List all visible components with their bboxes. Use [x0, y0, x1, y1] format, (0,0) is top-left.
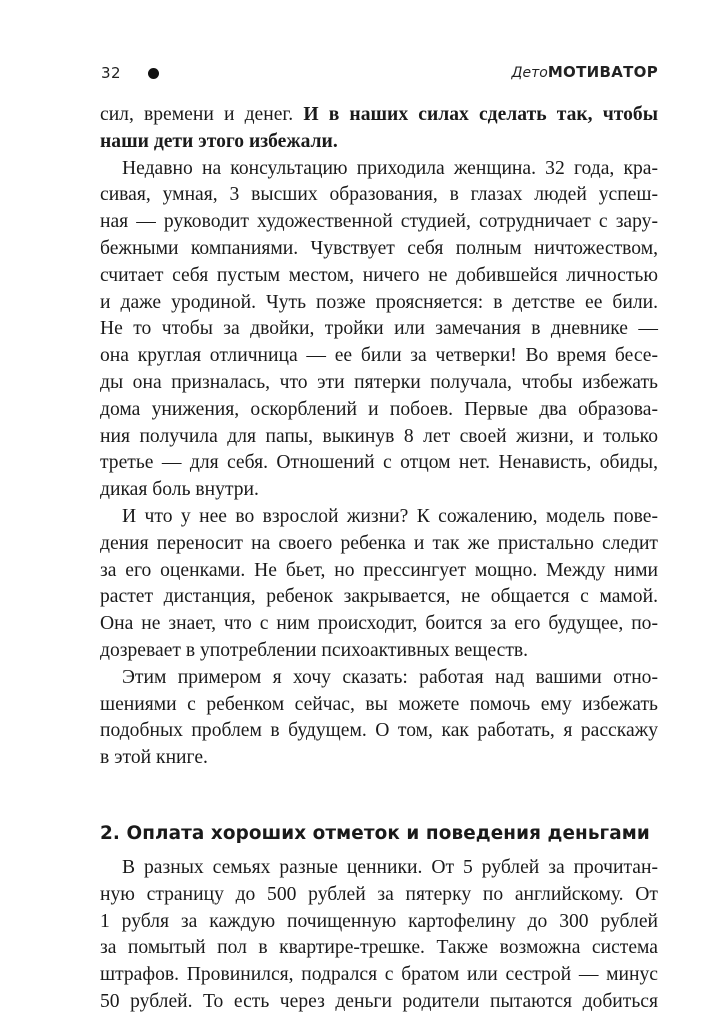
book-title: [512, 63, 658, 81]
page-number: 32: [101, 64, 122, 82]
paragraph-consultation-story: [100, 156, 658, 504]
text-line: шениями с ребенком сейчас, вы можете помочь ему избежать: [100, 693, 658, 715]
text-line: дения переносит на своего ребенка и так же пристально следит: [100, 532, 658, 554]
text-line: подобных проблем в будущем. О том, как работать, я расскажу: [100, 720, 658, 742]
text-line: Недавно на консультацию приходила женщина. 32 года, кра-: [122, 157, 658, 179]
text-line: сил, времени и денег. И в наших силах сделать так, чтобы: [100, 104, 659, 125]
paragraph-adult-life: [100, 504, 658, 665]
book-title-prefix: Дето: [511, 65, 548, 81]
book-page: [100, 62, 658, 1016]
text-line: В разных семьях разные ценники. От 5 рублей за прочитан-: [122, 856, 658, 878]
text-line: ды она призналась, что эти пятерки получала, чтобы избежать: [100, 371, 658, 393]
text-line: ния получила для папы, выкинув 8 лет своей жизни, и только: [100, 425, 658, 447]
text-line: за его оценками. Не бьет, но прессингует мощно. Между ними: [100, 559, 658, 581]
text-line: дозревает в употреблении психоактивных веществ.: [100, 639, 529, 661]
text-line: в этой книге.: [100, 747, 208, 769]
text-line: ную страницу до 500 рублей за пятерку по английскому. От: [100, 883, 658, 905]
bullet-icon: [148, 68, 159, 79]
text-line: и даже уродиной. Чуть позже проясняется: в детстве ее били.: [100, 291, 658, 313]
text-line: штрафов. Провинился, подрался с братом или сестрой — минус: [100, 964, 658, 986]
text-line: Не то чтобы за двойки, тройки или замечания в дневнике —: [100, 318, 658, 340]
paragraph-conclusion: [100, 665, 658, 772]
text-line: сивая, умная, 3 высших образования, в глазах людей успеш-: [100, 184, 658, 206]
text-line: третье — для себя. Отношений с отцом нет. Ненависть, обиды,: [100, 452, 658, 474]
text-line: считает себя пустым местом, ничего не добившейся личностью: [100, 264, 658, 286]
text-line: И что у нее во взрослой жизни? К сожалению, модель пове-: [122, 505, 658, 527]
text-line: бежными компаниями. Чувствует себя полным ничтожеством,: [100, 237, 658, 259]
paragraph-continuation: [100, 102, 658, 156]
running-header: [100, 62, 658, 90]
paragraph-money-rewards: [100, 855, 658, 1016]
text-line: Она не знает, что с ним происходит, боится за его будущее, по-: [100, 613, 658, 635]
text-line: дикая боль внутри.: [100, 479, 259, 501]
body-text: [100, 102, 658, 1016]
text-line: 50 рублей. То есть через деньги родители пытаются добиться: [100, 990, 658, 1012]
text-line: Этим примером я хочу сказать: работая над вашими отно-: [122, 666, 658, 688]
section-heading: 2. Оплата хороших отметок и поведения деньгами: [100, 822, 650, 844]
text-line: 1 рубля за каждую почищенную картофелину до 300 рублей: [100, 910, 658, 932]
text-line: растет дистанция, ребенок закрывается, не общается с мамой.: [100, 586, 658, 608]
text-line: за помытый пол в квартире-трешке. Также возможна система: [100, 937, 658, 959]
emphasis-text: наши дети этого избежали.: [100, 130, 338, 152]
text-line: дома унижения, оскорблений и побоев. Первые два образова-: [100, 398, 658, 420]
text-line: ная — руководит художественной студией, сотрудничает с зару-: [100, 211, 658, 233]
book-title-main: МОТИВАТОР: [547, 63, 658, 81]
emphasis-text: И в наших силах сделать так, чтобы: [303, 104, 659, 125]
text-line: она круглая отличница — ее били за четверки! Во время бесе-: [100, 345, 658, 367]
